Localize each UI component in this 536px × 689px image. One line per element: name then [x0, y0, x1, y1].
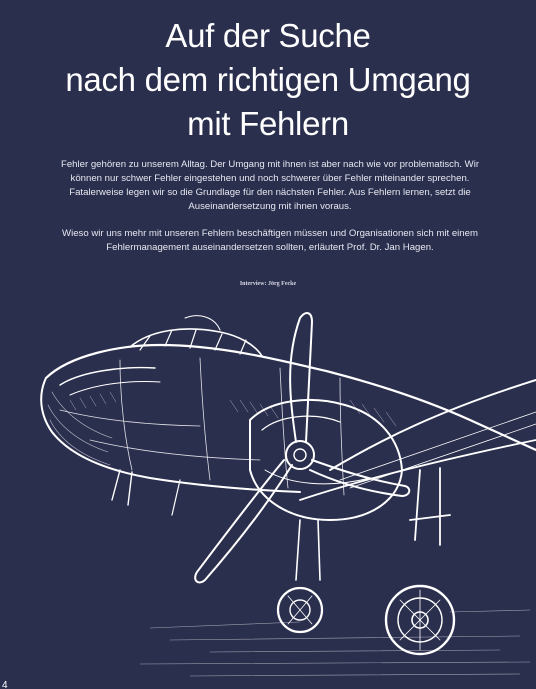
intro-paragraph-2: Wieso wir uns mehr mit unseren Fehlern beschäftigen müssen und Organisationen sich mit einem Fehlermanagement auseinandersetzen sollten, erläutert Prof. Dr. Jan Hagen. [62, 228, 478, 253]
title-line-1: Auf der Suche [165, 17, 371, 54]
intro-paragraph-1: Fehler gehören zu unserem Alltag. Der Umgang mit ihnen ist aber nach wie vor problematisch. Wir können nur schwer Fehler eingestehen und noch schwerer über Fehler miteinander sprechen. Fatalerweise legen wir so die Grundlage für den nächsten Fehler. Aus Fehlern lernen, setzt die Auseinandersetzung mit ihnen voraus. [60, 159, 480, 212]
interview-credit: Interview: Jörg Fecke [239, 281, 297, 287]
propeller-airplane-icon [0, 300, 536, 689]
intro-text [50, 158, 490, 268]
page-title [0, 14, 536, 146]
page-number: 4 [2, 681, 8, 689]
title-line-3: mit Fehlern [187, 105, 349, 142]
title-line-2: nach dem richtigen Umgang [65, 61, 471, 98]
